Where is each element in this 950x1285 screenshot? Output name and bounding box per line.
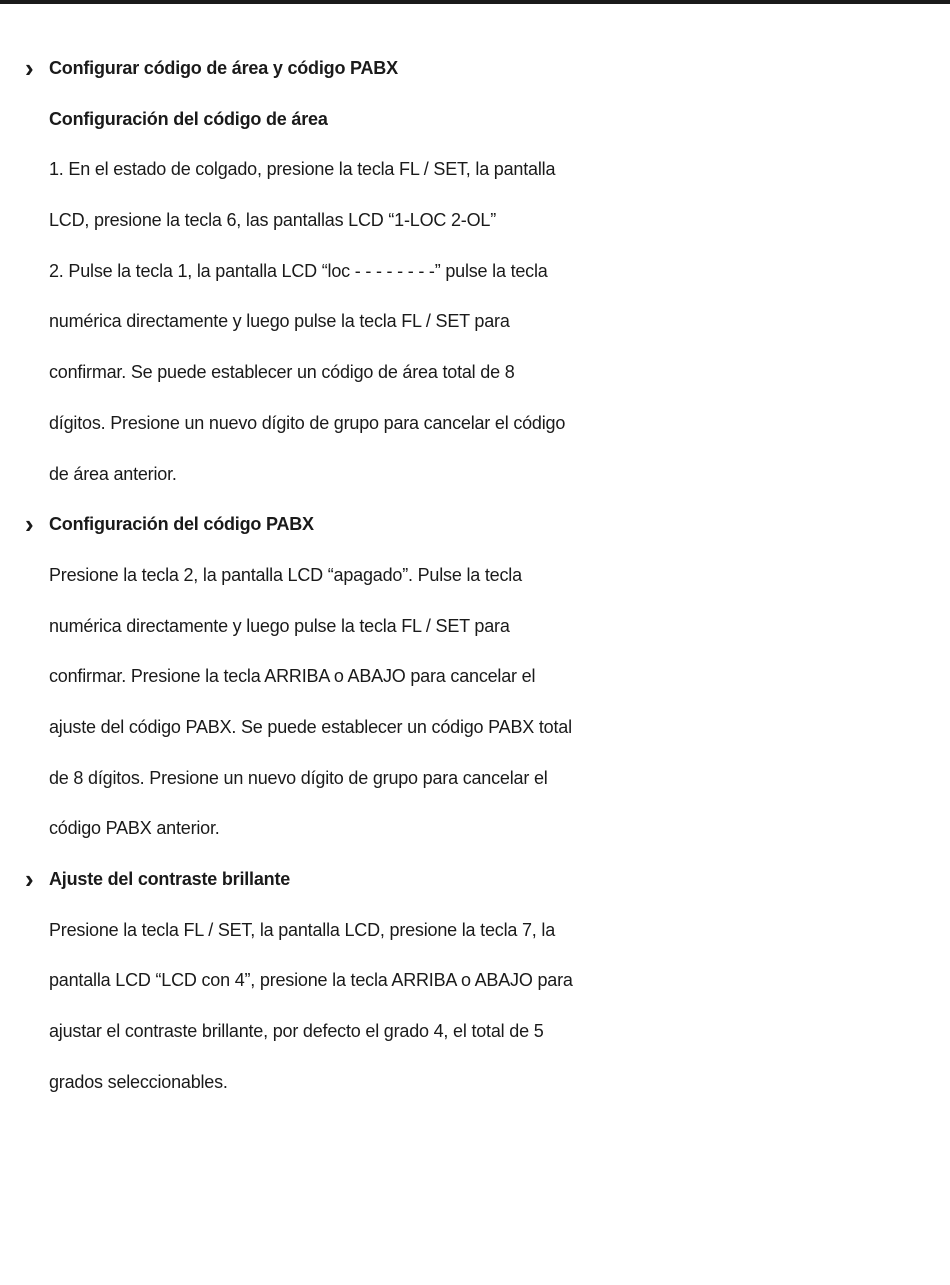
- document-body: [0, 43, 950, 1107]
- body-line: Presione la tecla 2, la pantalla LCD “apagado”. Pulse la tecla: [49, 564, 522, 585]
- heading-text: Configurar código de área y código PABX: [49, 58, 398, 78]
- body-line: numérica directamente y luego pulse la tecla FL / SET para: [49, 311, 510, 332]
- heading-text: Configuración del código PABX: [49, 514, 314, 535]
- section-heading: [0, 43, 950, 94]
- heading-text: Ajuste del contraste brillante: [49, 869, 291, 889]
- section-heading: [0, 854, 950, 905]
- body-line: Presione la tecla FL / SET, la pantalla LCD, presione la tecla 7, la: [49, 919, 556, 940]
- body-line: grados seleccionables.: [49, 1071, 228, 1092]
- body-line: de 8 dígitos. Presione un nuevo dígito de grupo para cancelar el: [49, 767, 548, 788]
- body-line: ajustar el contraste brillante, por defecto el grado 4, el total de 5: [49, 1021, 544, 1042]
- bullet-chevron-icon: ›: [25, 509, 34, 540]
- body-line: de área anterior.: [49, 463, 177, 484]
- bullet-chevron-icon: ›: [25, 53, 34, 83]
- body-line: 2. Pulse la tecla 1, la pantalla LCD “loc - - - - - - - -” pulse la tecla: [49, 260, 548, 281]
- bullet-chevron-icon: ›: [25, 864, 34, 894]
- body-line: LCD, presione la tecla 6, las pantallas LCD “1-LOC 2-OL”: [49, 210, 497, 231]
- body-line: numérica directamente y luego pulse la tecla FL / SET para: [49, 615, 510, 636]
- top-divider: [0, 0, 950, 4]
- body-line: dígitos. Presione un nuevo dígito de grupo para cancelar el código: [49, 412, 566, 433]
- body-line: 1. En el estado de colgado, presione la tecla FL / SET, la pantalla: [49, 159, 556, 180]
- body-line: ajuste del código PABX. Se puede establecer un código PABX total: [49, 716, 572, 737]
- section-heading: [0, 499, 950, 550]
- body-line: pantalla LCD “LCD con 4”, presione la tecla ARRIBA o ABAJO para: [49, 970, 573, 991]
- subsection-heading: Configuración del código de área: [49, 108, 328, 129]
- body-line: confirmar. Se puede establecer un código de área total de 8: [49, 362, 515, 383]
- body-line: código PABX anterior.: [49, 818, 220, 839]
- body-line: confirmar. Presione la tecla ARRIBA o ABAJO para cancelar el: [49, 666, 536, 687]
